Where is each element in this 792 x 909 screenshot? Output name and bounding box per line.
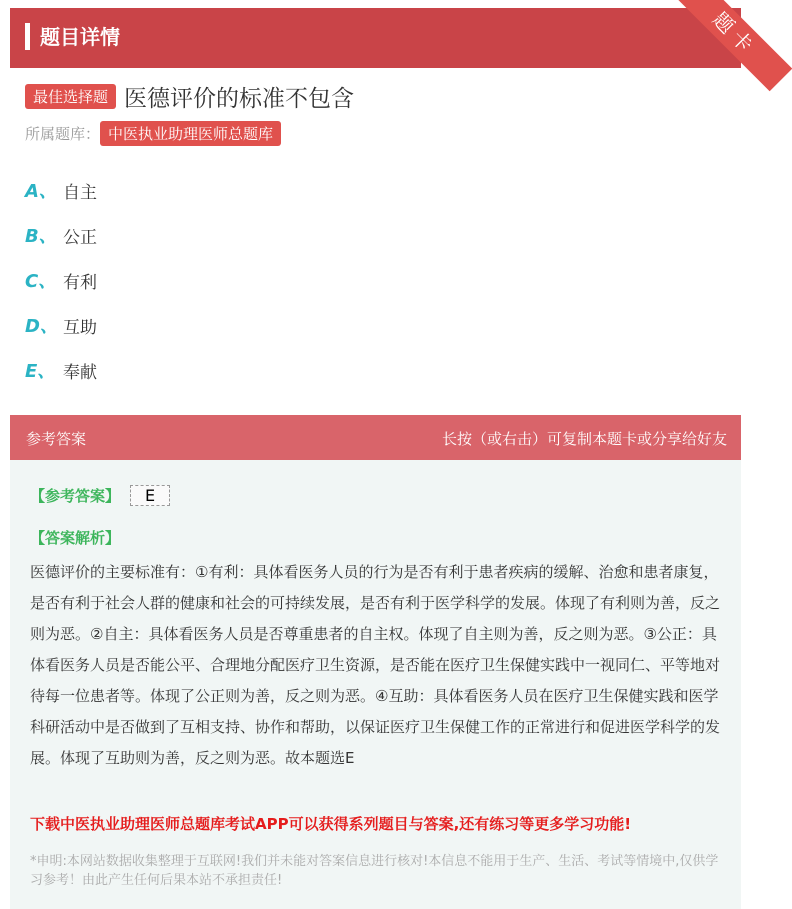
reference-answer — [30, 485, 170, 506]
header-accent-bar — [25, 23, 30, 50]
analysis-label: 【答案解析】 — [30, 529, 121, 547]
option-letter: D、 — [25, 316, 58, 337]
analysis-text: 医德评价的主要标准有：①有利：具体看医务人员的行为是否有利于患者疾病的缓解、治愈和患者康复，是否有利于社会人群的健康和社会的可持续发展，是否有利于医学科学的发展。体现了有利则为善，反之则为恶。②自主：具体看医务人员是否尊重患者的自主权。体现了自主则为善，反之则为恶。③公正：具体看医务人员是否能公平、合理地分配医疗卫生资源，是否能在医疗卫生保健实践中一视同仁、平等地对待每一位患者等。体现了公正则为善，反之则为恶。④互助：具体看医务人员在医疗卫生保健实践和医学科研活动中是否做到了互相支持、协作和帮助，以保证医疗卫生保健工作的正常进行和促进医学科学的发展。体现了互助则为善，反之则为恶。故本题选E — [30, 563, 721, 767]
reference-answer-label: 【参考答案】 — [30, 487, 121, 505]
option-e[interactable] — [25, 357, 97, 383]
option-letter: E、 — [25, 361, 56, 382]
option-letter: B、 — [25, 226, 57, 247]
answer-header-title: 参考答案 — [26, 430, 87, 448]
page-title: 题目详情 — [40, 25, 120, 49]
option-text: 自主 — [63, 182, 97, 203]
app-promo-link[interactable]: 下载中医执业助理医师总题库考试APP可以获得系列题目与答案,还有练习等更多学习功能! — [30, 815, 632, 833]
bank-link[interactable]: 中医执业助理医师总题库 — [100, 121, 281, 146]
answer-header — [10, 415, 741, 460]
question-bank-row — [25, 121, 281, 146]
option-text: 奉献 — [63, 362, 97, 383]
question-text: 医德评价的标准不包含 — [124, 86, 355, 112]
question-type-badge: 最佳选择题 — [25, 84, 116, 109]
option-c[interactable] — [25, 267, 97, 293]
question-row — [25, 80, 354, 113]
reference-answer-value: E — [130, 485, 170, 506]
ribbon-label: 题卡 — [678, 0, 792, 91]
bank-label: 所属题库： — [25, 125, 101, 143]
option-b[interactable] — [25, 222, 97, 248]
page-header — [10, 8, 741, 68]
option-letter: C、 — [25, 271, 57, 292]
option-letter: A、 — [25, 181, 57, 202]
disclaimer: *申明:本网站数据收集整理于互联网!我们并未能对答案信息进行核对!本信息不能用于生产、生活、考试等情境中,仅供学习参考！由此产生任何后果本站不承担责任! — [30, 854, 719, 888]
option-d[interactable] — [25, 312, 97, 338]
card-ribbon — [660, 0, 762, 90]
share-hint: 长按（或右击）可复制本题卡或分享给好友 — [441, 430, 727, 448]
answer-body — [10, 460, 741, 909]
option-text: 互助 — [63, 317, 97, 338]
option-a[interactable] — [25, 177, 97, 203]
option-text: 有利 — [63, 272, 97, 293]
option-text: 公正 — [63, 227, 97, 248]
